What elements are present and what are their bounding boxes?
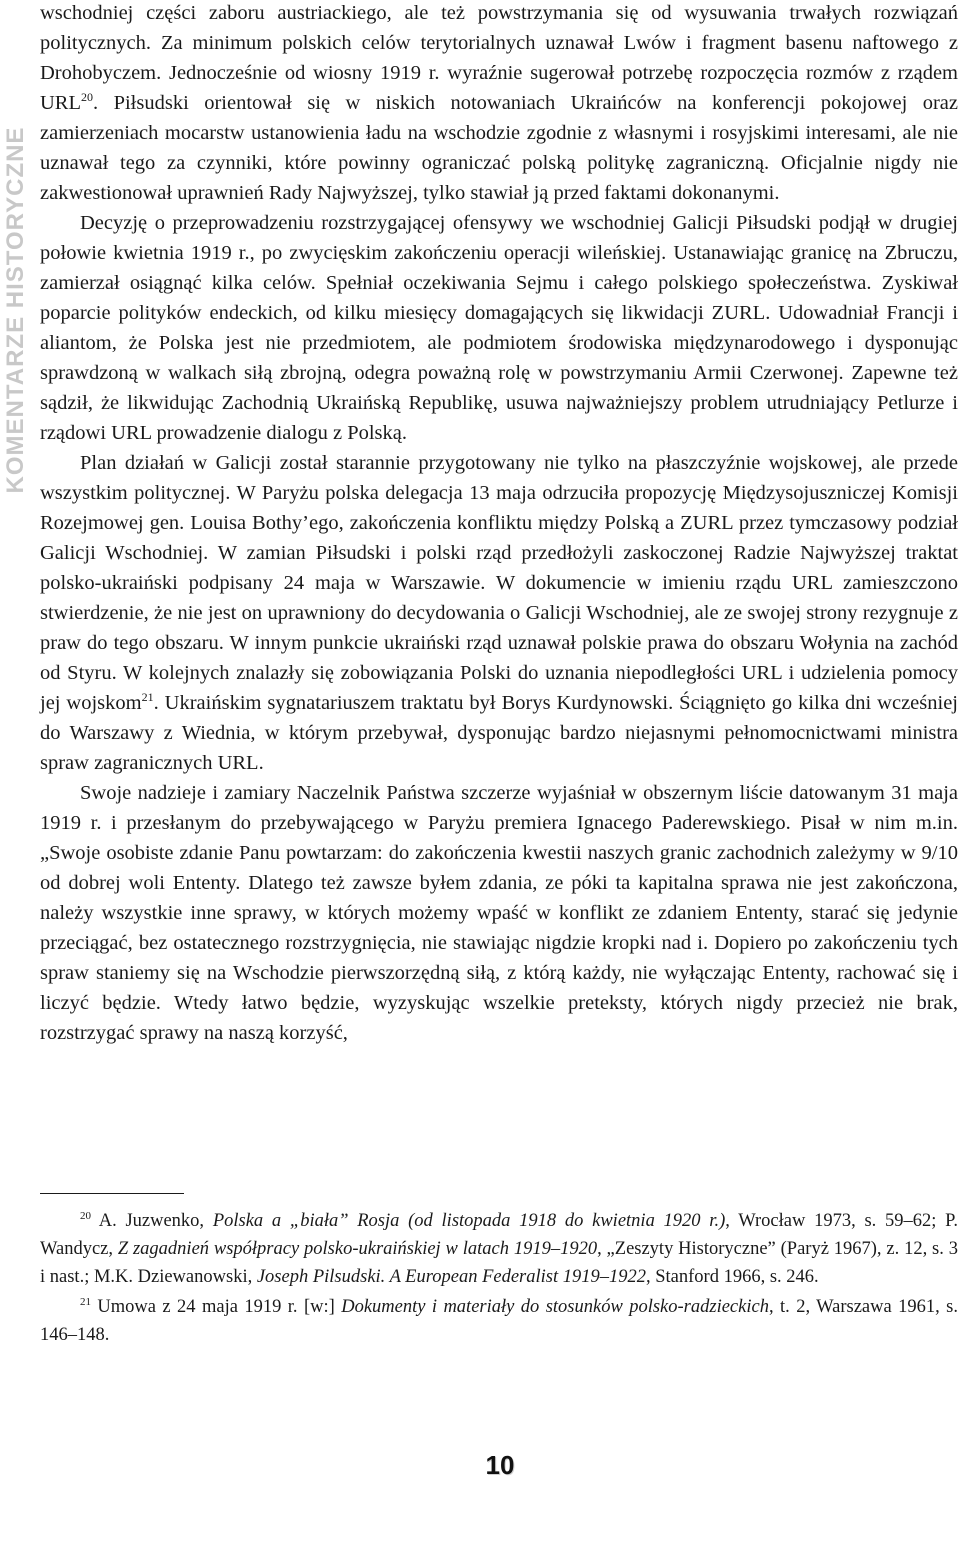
body-text xyxy=(40,0,958,1048)
footnote-20-text: , Wrocław 1973, s. 59–62; P. Wandycz, xyxy=(40,1211,959,1259)
footnote-21 xyxy=(40,1293,958,1349)
footnote-21-number: 21 xyxy=(80,1295,91,1308)
footnote-21-text: Umowa z 24 maja 1919 r. [w:] xyxy=(91,1297,342,1317)
footnote-20-text: A. Juzwenko, xyxy=(91,1211,213,1231)
footnote-21-title: Dokumenty i materiały do stosunków polsko-radzieckich xyxy=(341,1297,769,1317)
side-label-text: KOMENTARZE HISTORYCZNE xyxy=(2,126,29,494)
footnote-20-title-3: Joseph Pilsudski. A European Federalist 1919–1922 xyxy=(256,1267,646,1287)
footnote-20-text: , „Zeszyty Historyczne” (Paryż 1967), z. 12, s. 3 i nast.; M.K. Dziewanowski, xyxy=(40,1239,958,1287)
paragraph-3-text-b: . Ukraińskim sygnatariuszem traktatu był Borys Kurdynowski. Ściągnięto go kilka dni wcześniej do Warszawy z Wiednia, w którym przebywał, dysponując bardzo niejasnymi pełnomocnictwami ministra spraw zagranicznych URL. xyxy=(40,692,958,774)
paragraph-3 xyxy=(40,448,958,778)
paragraph-1-text-b: . Piłsudski orientował się w niskich notowaniach Ukraińców na konferencji pokojowej oraz zamierzeniach mocarstw ustanowienia ładu na wschodzie zgodnie z własnymi i rosyjskimi interesami, ale nie uznawał tego za czynniki, które powinny ograniczać polską politykę zagraniczną. Oficjalnie nigdy nie zakwestionował uprawnień Rady Najwyższej, tylko stawiał ją przed faktami dokonanymi. xyxy=(40,92,958,204)
footnote-20-number: 20 xyxy=(80,1209,91,1222)
paragraph-3-text-a: Plan działań w Galicji został starannie przygotowany nie tylko na płaszczyźnie wojskowej, ale przede wszystkim politycznej. W Paryżu polska delegacja 13 maja odrzuciła propozycję Międzysojuszniczej Komisji Rozejmowej gen. Louisa Bothy’ego, zakończenia konfliktu między Polską a ZURL przez tymczasowy podział Galicji Wschodniej. W zamian Piłsudski i polski rząd przedłożyli zaskoczonej Radzie Najwyższej traktat polsko-ukraiński podpisany 24 maja w Warszawie. W dokumencie w imieniu rządu URL zamieszczono stwierdzenie, że nie jest on uprawniony do decydowania o Galicji Wschodniej, ale ze swojej strony rezygnuje z praw do tego obszaru. W innym punkcie ukraiński rząd uznawał polskie prawa do obszaru Wołynia na zachód od Styru. W kolejnych znalazły się zobowiązania Polski do uznania niepodległości URL i udzielenia pomocy jej wojskom xyxy=(40,452,958,714)
page-content xyxy=(40,0,958,1048)
page-number: 10 xyxy=(485,1450,515,1480)
footnotes xyxy=(40,1207,958,1349)
paragraph-4: Swoje nadzieje i zamiary Naczelnik Państwa szczerze wyjaśniał w obszernym liście datowanym 31 maja 1919 r. i przesłanym do przebywającego w Paryżu premiera Ignacego Paderewskiego. Pisał w nim m.in. „Swoje osobiste zdanie Panu powtarzam: do zakończenia kwestii naszych granic zachodnich zależymy w 9/10 od dobrej woli Ententy. Dlatego też zawsze byłem zdania, ze póki ta kapitalna sprawa nie jest zakończona, należy wszystkie inne sprawy, w których możemy wpaść w konflikt ze zdaniem Ententy, starać się jedynie przeciągać, bez ostatecznego rozstrzygnięcia, nie stawiając nigdzie kropki nad i. Dopiero po zakończeniu tych spraw staniemy się na Wschodzie pierwszorzędną siłą, z którą każdy, nie wyłączając Ententy, rachować się i liczyć będzie. Wtedy łatwo będzie, wyzyskując wszelkie preteksty, których nigdy przecież nie brak, rozstrzygać sprawy na naszą korzyść, xyxy=(40,782,958,1044)
footnote-divider xyxy=(40,1193,184,1194)
paragraph-2: Decyzję o przeprowadzeniu rozstrzygającej ofensywy we wschodniej Galicji Piłsudski podjął w drugiej połowie kwietnia 1919 r., po zwycięskim zakończeniu operacji wileńskiej. Ustanawiając granicę na Zbruczu, zamierzał osiągnąć kilka celów. Spełniał oczekiwania Sejmu i całego polskiego społeczeństwa. Zyskiwał poparcie polityków endeckich, od kilku miesięcy domagających się likwidacji ZURL. Udowadniał Francji i aliantom, że Polska jest nie przedmiotem, ale podmiotem środowiska międzynarodowego i dysponując sprawdzoną w walkach siłą zbrojną, odegra poważną rolę w powstrzymaniu Armii Czerwonej. Zapewne też sądził, że likwidując Zachodnią Ukraińską Republikę, usuwa najważniejszy problem utrudniający Petlurze i rządowi URL prowadzenie dialogu z Polską. xyxy=(40,212,958,444)
footnote-21-text: , t. 2, Warszawa 1961, s. 146–148. xyxy=(40,1297,958,1345)
footnote-ref-21[interactable]: 21 xyxy=(141,690,154,705)
footnote-20 xyxy=(40,1207,958,1291)
footnote-20-title-2: Z zagadnień współpracy polsko-ukraińskiej w latach 1919–1920 xyxy=(117,1239,598,1259)
side-section-label xyxy=(0,0,32,620)
paragraph-1 xyxy=(40,0,958,208)
paragraph-1-text-a: wschodniej części zaboru austriackiego, ale też powstrzymania się od wysuwania trwałych rozwiązań politycznych. Za minimum polskich celów terytorialnych uznawał Lwów i fragment basenu naftowego z Drohobyczem. Jednocześnie od wiosny 1919 r. wyraźnie sugerował potrzebę rozpoczęcia rozmów z rządem URL xyxy=(40,2,958,114)
footnote-ref-20[interactable]: 20 xyxy=(81,90,93,105)
footnote-20-text: , Stanford 1966, s. 246. xyxy=(646,1267,819,1287)
footnote-20-title-1: Polska a „biała” Rosja (od listopada 1918 do kwietnia 1920 r.) xyxy=(212,1211,726,1231)
